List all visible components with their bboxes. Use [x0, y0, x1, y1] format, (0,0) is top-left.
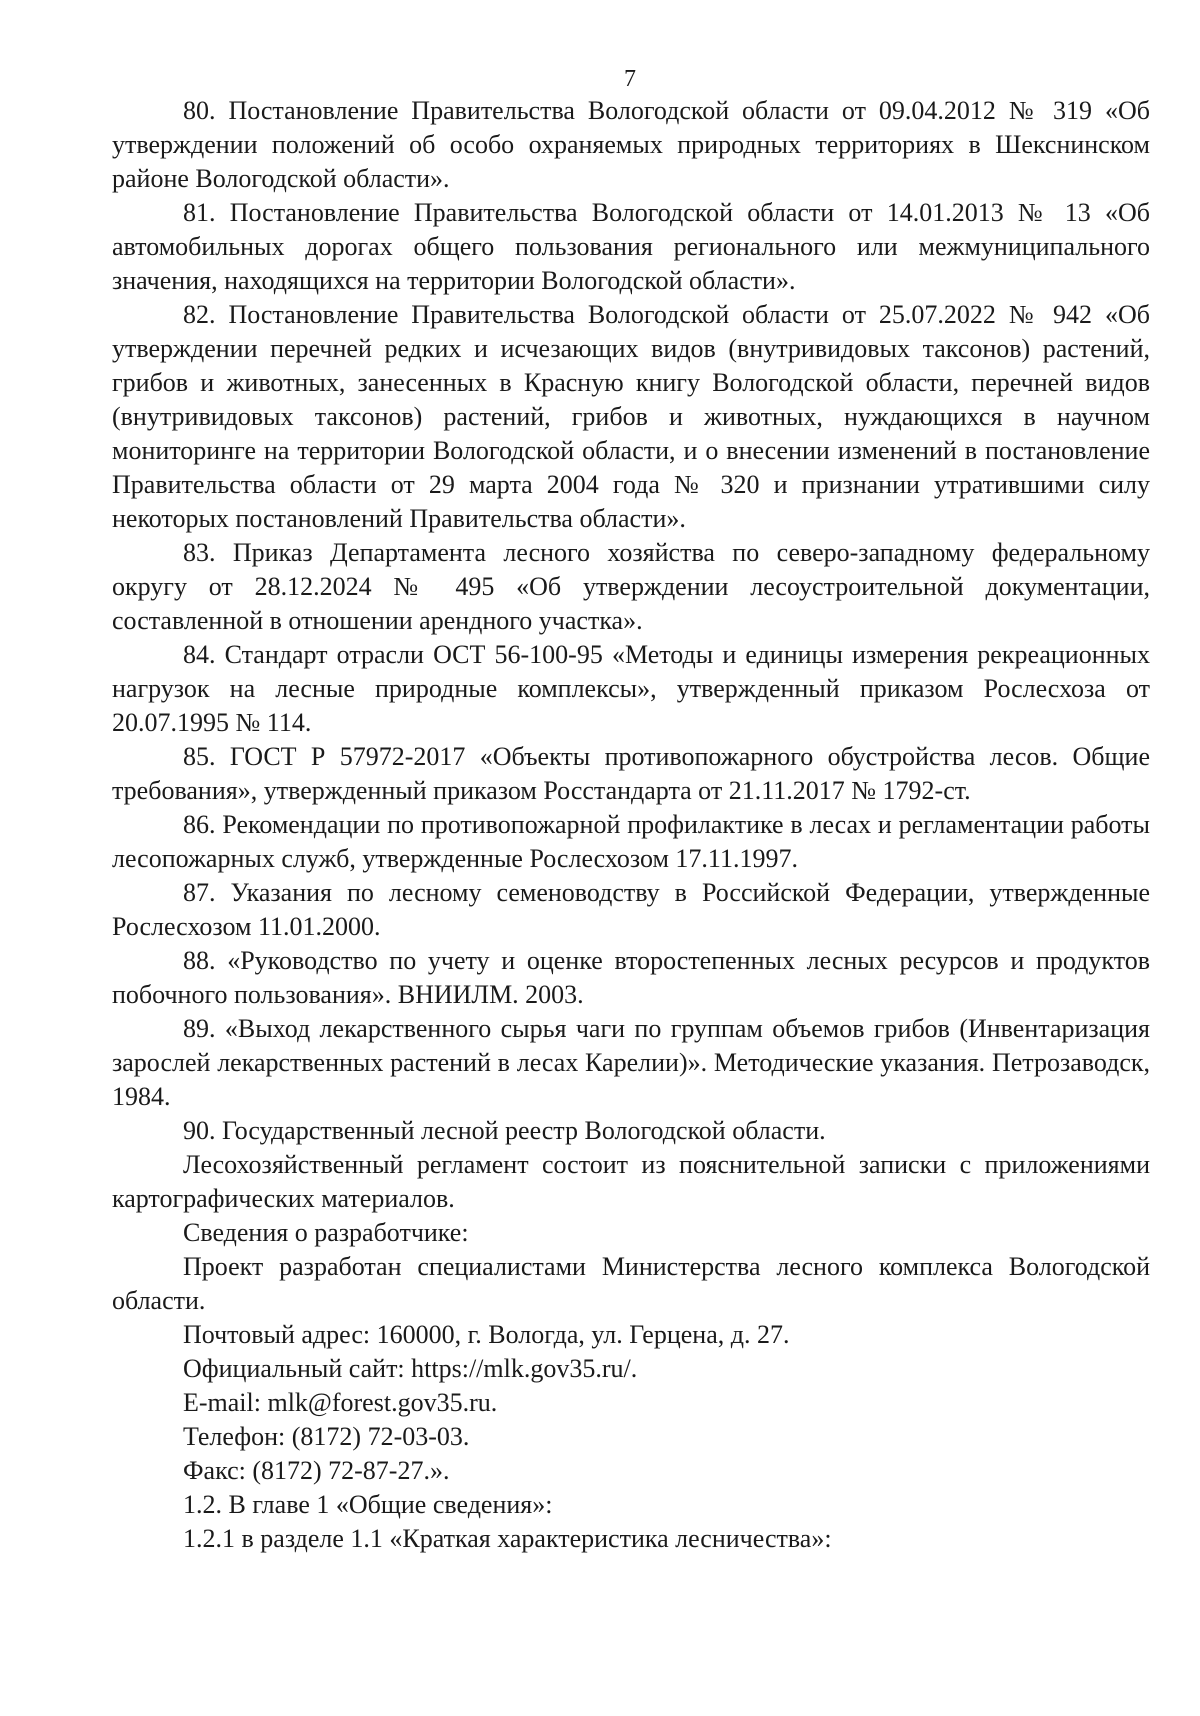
list-item-87: 87. Указания по лесному семеноводству в Российской Федерации, утвержденные Рослесхозом 11.01.2000.	[112, 878, 1150, 941]
section-1-2: 1.2. В главе 1 «Общие сведения»:	[183, 1490, 553, 1519]
regulation-structure-paragraph: Лесохозяйственный регламент состоит из пояснительной записки с приложениями картографических материалов.	[112, 1150, 1150, 1213]
fax: Факс: (8172) 72-87-27.».	[183, 1456, 450, 1485]
list-item-86: 86. Рекомендации по противопожарной профилактике в лесах и регламентации работы лесопожарных служб, утвержденные Рослесхозом 17.11.1997.	[112, 810, 1150, 873]
postal-address: Почтовый адрес: 160000, г. Вологда, ул. Герцена, д. 27.	[183, 1320, 790, 1349]
phone: Телефон: (8172) 72-03-03.	[183, 1422, 470, 1451]
list-item-89: 89. «Выход лекарственного сырья чаги по группам объемов грибов (Инвентаризация зарослей лекарственных растений в лесах Карелии)». Методические указания. Петрозаводск, 1984.	[112, 1014, 1150, 1111]
document-body	[112, 94, 1150, 1556]
list-item-85: 85. ГОСТ Р 57972-2017 «Объекты противопожарного обустройства лесов. Общие требования», утвержденный приказом Росстандарта от 21.11.2017 № 1792-ст.	[112, 742, 1150, 805]
list-item-88: 88. «Руководство по учету и оценке второстепенных лесных ресурсов и продуктов побочного пользования». ВНИИЛМ. 2003.	[112, 946, 1150, 1009]
page-number: 7	[624, 66, 636, 92]
official-website: Официальный сайт: https://mlk.gov35.ru/.	[183, 1354, 638, 1383]
developer-info-heading: Сведения о разработчике:	[183, 1218, 469, 1247]
list-item-80: 80. Постановление Правительства Вологодской области от 09.04.2012 № 319 «Об утверждении положений об особо охраняемых природных территориях в Шекснинском районе Вологодской области».	[112, 96, 1150, 193]
email: E-mail: mlk@forest.gov35.ru.	[183, 1388, 498, 1417]
list-item-83: 83. Приказ Департамента лесного хозяйства по северо-западному федеральному округу от 28.12.2024 № 495 «Об утверждении лесоустроительной документации, составленной в отношении арендного участка».	[112, 538, 1150, 635]
list-item-81: 81. Постановление Правительства Вологодской области от 14.01.2013 № 13 «Об автомобильных дорогах общего пользования регионального или межмуниципального значения, находящихся на территории Вологодской области».	[112, 198, 1150, 295]
list-item-84: 84. Стандарт отрасли ОСТ 56-100-95 «Методы и единицы измерения рекреационных нагрузок на лесные природные комплексы», утвержденный приказом Рослесхоза от 20.07.1995 № 114.	[112, 640, 1150, 737]
developer-paragraph: Проект разработан специалистами Министерства лесного комплекса Вологодской области.	[112, 1252, 1150, 1315]
section-1-2-1: 1.2.1 в разделе 1.1 «Краткая характеристика лесничества»:	[183, 1524, 832, 1553]
list-item-90: 90. Государственный лесной реестр Вологодской области.	[183, 1116, 826, 1145]
list-item-82: 82. Постановление Правительства Вологодской области от 25.07.2022 № 942 «Об утверждении перечней редких и исчезающих видов (внутривидовых таксонов) растений, грибов и животных, занесенных в Красную книгу Вологодской области, перечней видов (внутривидовых таксонов) растений, грибов и животных, нуждающихся в научном мониторинге на территории Вологодской области, и о внесении изменений в постановление Правительства области от 29 марта 2004 года № 320 и признании утратившими силу некоторых постановлений Правительства области».	[112, 300, 1150, 533]
